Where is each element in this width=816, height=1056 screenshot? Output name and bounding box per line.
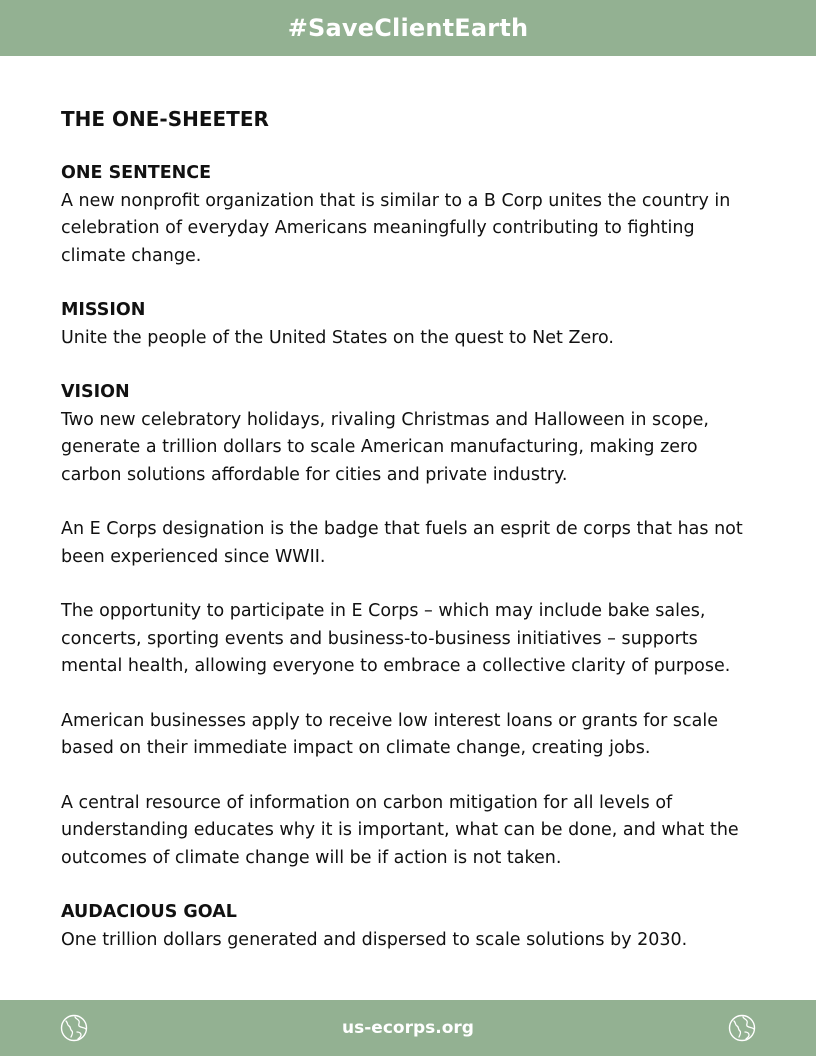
vision-paragraph: Two new celebratory holidays, rivaling Christmas and Halloween in scope, generate a trillion dollars to scale American manufacturing, making zero carbon solutions affordable for cities and private industry.: [61, 409, 709, 485]
footer-url[interactable]: us-ecorps.org: [342, 1018, 474, 1038]
section-text: A new nonprofit organization that is similar to a B Corp unites the country in celebration of everyday Americans meaningfully contributing to fighting climate change.: [61, 190, 731, 266]
section-heading: AUDACIOUS GOAL: [61, 902, 237, 922]
header-bar: [0, 0, 816, 56]
section-heading: MISSION: [61, 300, 146, 320]
vision-paragraph: A central resource of information on carbon mitigation for all levels of understanding educates why it is important, what can be done, and what the outcomes of climate change will be if action is not taken.: [61, 792, 739, 868]
section-audacious-goal: [61, 899, 761, 954]
document-title: THE ONE-SHEETER: [61, 107, 269, 131]
section-one-sentence: [61, 160, 761, 270]
header-title: #SaveClientEarth: [287, 14, 529, 42]
vision-paragraph: American businesses apply to receive low interest loans or grants for scale based on their immediate impact on climate change, creating jobs.: [61, 710, 718, 758]
vision-paragraph: The opportunity to participate in E Corps – which may include bake sales, concerts, sporting events and business-to-business initiatives – supports mental health, allowing everyone to embrace a collective clarity of purpose.: [61, 601, 731, 676]
globe-icon: [728, 1014, 756, 1042]
section-text: Unite the people of the United States on the quest to Net Zero.: [61, 327, 614, 348]
section-mission: [61, 297, 761, 352]
section-vision: [61, 379, 761, 872]
footer-bar: [0, 1000, 816, 1056]
vision-paragraph: An E Corps designation is the badge that fuels an esprit de corps that has not been experienced since WWII.: [61, 519, 743, 567]
section-heading: ONE SENTENCE: [61, 163, 212, 183]
section-text: One trillion dollars generated and dispersed to scale solutions by 2030.: [61, 929, 688, 950]
document-body: [61, 104, 761, 954]
section-heading: VISION: [61, 382, 130, 402]
